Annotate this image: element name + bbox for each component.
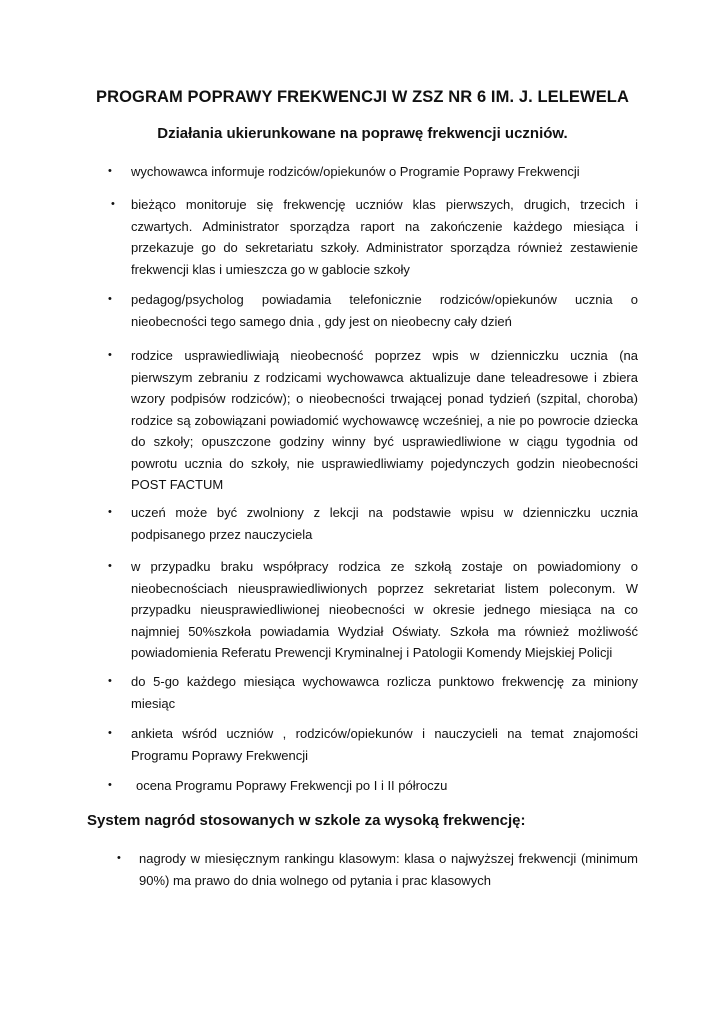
list-item-text: uczeń może być zwolniony z lekcji na podstawie wpisu w dzienniczku ucznia podpisanego przez nauczyciela xyxy=(131,505,638,542)
rewards-section-heading: System nagród stosowanych w szkole za wysoką frekwencję: xyxy=(87,812,526,829)
bullet-icon: • xyxy=(108,506,112,518)
list-item-text: rodzice usprawiedliwiają nieobecność poprzez wpis w dzienniczku ucznia (na pierwszym zebraniu z rodzicami wychowawca aktualizuje dane teleadresowe i zbiera wzory podpisów rodziców); o nieobecności trwającej ponad tydzień (szpital, choroba) rodzice są zobowiązani powiadomić wychowawcę wcześniej, a nie po powrocie dziecka do szkoły; opuszczone godziny winny być usprawiedliwione w ciągu tygodnia od powrotu ucznia do szkoły, nie usprawiedliwiamy pojedynczych godzin nieobecności POST FACTUM xyxy=(131,348,638,492)
bullet-icon: • xyxy=(108,165,112,177)
reward-item-text: nagrody w miesięcznym rankingu klasowym: klasa o najwyższej frekwencji (minimum 90%) ma prawo do dnia wolnego od pytania i prac klasowych xyxy=(139,851,638,888)
list-item-text: ankieta wśród uczniów , rodziców/opiekunów i nauczycieli na temat znajomości Programu Poprawy Frekwencji xyxy=(131,726,638,763)
bullet-icon: • xyxy=(111,198,115,210)
document-title: PROGRAM POPRAWY FREKWENCJI W ZSZ NR 6 IM. J. LELEWELA xyxy=(95,88,630,106)
list-item-text: wychowawca informuje rodziców/opiekunów o Programie Poprawy Frekwencji xyxy=(131,164,580,179)
list-item-text: w przypadku braku współpracy rodzica ze szkołą zostaje on powiadomiony o nieobecnościach nieusprawiedliwionych poprzez sekretariat listem poleconym. W przypadku nieusprawiedliwionej nieobecności w okresie jednego miesiąca na co najmniej 50%szkoła powiadamia Wydział Oświaty. Szkoła ma również możliwość powiadomienia Referatu Prewencji Kryminalnej i Patologii Komendy Miejskiej Policji xyxy=(131,559,638,660)
bullet-icon: • xyxy=(108,349,112,361)
bullet-icon: • xyxy=(108,293,112,305)
list-item-text: pedagog/psycholog powiadamia telefonicznie rodziców/opiekunów ucznia o nieobecności tego samego dnia , gdy jest on nieobecny cały dzień xyxy=(131,292,638,329)
list-item-text: ocena Programu Poprawy Frekwencji po I i II półroczu xyxy=(136,778,448,793)
document-subtitle: Działania ukierunkowane na poprawę frekwencji uczniów. xyxy=(157,125,568,142)
bullet-icon: • xyxy=(108,675,112,687)
bullet-icon: • xyxy=(108,779,112,791)
bullet-icon: • xyxy=(108,560,112,572)
list-item-text: do 5-go każdego miesiąca wychowawca rozlicza punktowo frekwencję za miniony miesiąc xyxy=(131,674,638,711)
bullet-icon: • xyxy=(108,727,112,739)
list-item-text: bieżąco monitoruje się frekwencję uczniów klas pierwszych, drugich, trzecich i czwartych. Administrator sporządza raport na zakończenie każdego miesiąca i przekazuje go do sekretariatu szkoły. Administrator sporządza również zestawienie frekwencji klas i umieszcza go w gablocie szkoły xyxy=(131,197,638,277)
bullet-icon: • xyxy=(117,852,121,864)
